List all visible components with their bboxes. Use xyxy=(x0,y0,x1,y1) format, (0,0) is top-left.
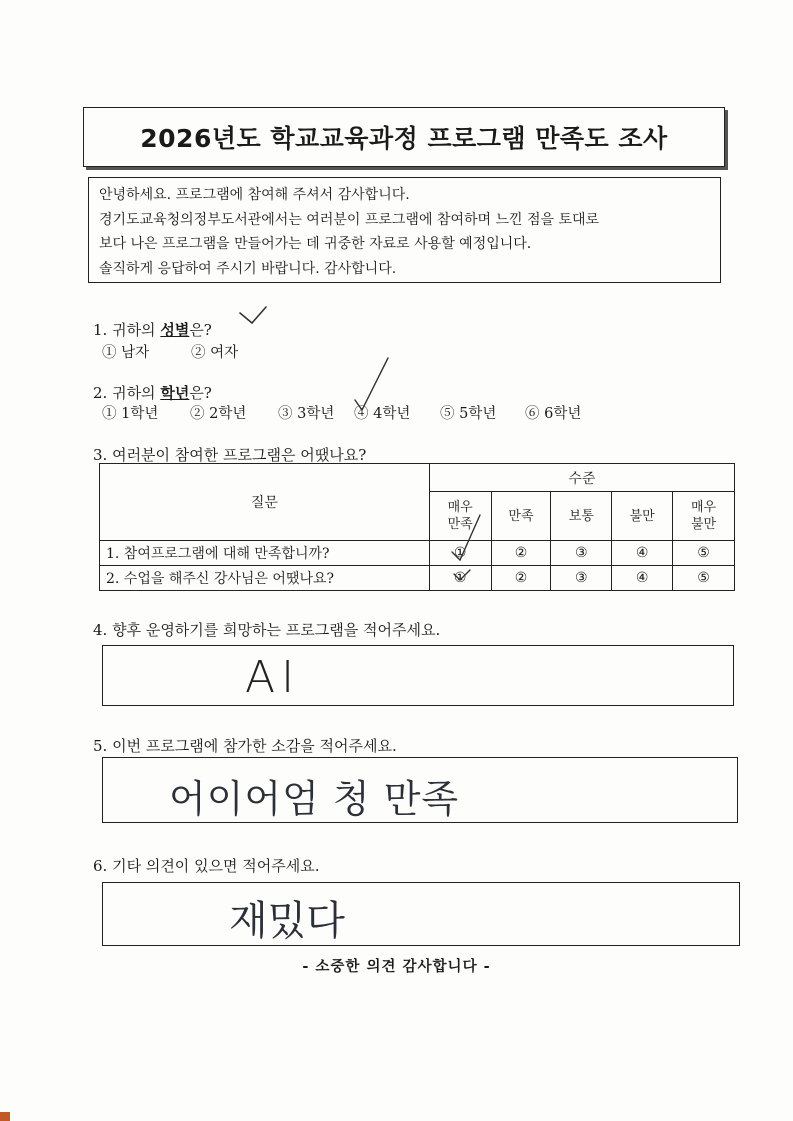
level-label: 보통 xyxy=(568,508,594,524)
grade-option-5[interactable]: ⑤ 5학년 xyxy=(440,406,497,422)
level-label: 매우 xyxy=(690,500,717,515)
question-4-label: 4. 향후 운영하기를 희망하는 프로그램을 적어주세요. xyxy=(93,621,441,639)
gender-option-female[interactable]: ② 여자 xyxy=(191,345,239,361)
header-level: 수준 xyxy=(429,464,734,492)
footer-thanks: - 소중한 의견 감사합니다 - xyxy=(302,959,491,975)
answer-6-text: 재밌다 xyxy=(229,898,345,944)
question-1-suffix: 은? xyxy=(189,321,212,339)
intro-line: 보다 나은 프로그램을 만들어가는 데 귀중한 자료로 사용할 예정입니다. xyxy=(99,236,532,252)
level-label: 불만 xyxy=(629,508,655,524)
rating-cell[interactable]: ① xyxy=(429,541,491,566)
rating-cell[interactable]: ② xyxy=(491,541,551,566)
rating-cell[interactable]: ⑤ xyxy=(673,541,735,566)
grade-option-1[interactable]: ① 1학년 xyxy=(102,406,159,422)
rating-cell[interactable]: ⑤ xyxy=(673,566,735,591)
level-label: 만족 xyxy=(508,508,534,524)
grade-option-4[interactable]: ④ 4학년 xyxy=(354,406,411,422)
level-very-dissatisfied xyxy=(673,492,735,541)
question-3-label: 3. 여러분이 참여한 프로그램은 어땠나요? xyxy=(93,446,367,464)
answer-5-text: 어이어엄 청 만족 xyxy=(169,777,460,821)
answer-box-5[interactable] xyxy=(102,757,738,823)
gender-option-male[interactable]: ① 남자 xyxy=(102,345,150,361)
answer-4-text: AI xyxy=(245,652,301,703)
question-2-suffix: 은? xyxy=(189,384,212,402)
question-2-keyword: 학년 xyxy=(160,384,190,402)
intro-box xyxy=(88,177,721,283)
rating-cell[interactable]: ② xyxy=(491,566,551,591)
checkmark-gender xyxy=(240,307,266,323)
survey-title: 2026년도 학교교육과정 프로그램 만족도 조사 xyxy=(83,107,725,167)
level-neutral xyxy=(551,492,612,541)
page-edge-mark xyxy=(0,1112,10,1121)
intro-line: 경기도교육청의정부도서관에서는 여러분이 프로그램에 참여하며 느낀 점을 토대로 xyxy=(99,211,600,228)
question-1-keyword: 성별 xyxy=(160,321,190,339)
rating-cell[interactable]: ④ xyxy=(612,541,673,566)
row-question: 2. 수업을 해주신 강사님은 어땠나요? xyxy=(100,566,430,591)
answer-box-4[interactable] xyxy=(102,645,734,706)
question-1-label xyxy=(93,319,212,340)
rating-cell[interactable]: ④ xyxy=(612,566,673,591)
level-label: 만족 xyxy=(447,517,473,532)
rating-cell[interactable]: ③ xyxy=(551,566,612,591)
grade-option-2[interactable]: ② 2학년 xyxy=(190,406,247,422)
question-6-label: 6. 기타 의견이 있으면 적어주세요. xyxy=(93,857,320,875)
intro-line: 안녕하세요. 프로그램에 참여해 주셔서 감사합니다. xyxy=(99,187,410,203)
row-question: 1. 참여프로그램에 대해 만족합니까? xyxy=(100,541,430,566)
satisfaction-table xyxy=(99,463,735,591)
question-2-prefix: 2. 귀하의 xyxy=(93,384,161,402)
intro-line: 솔직하게 응답하여 주시기 바랍니다. 감사합니다. xyxy=(99,260,397,277)
table-row xyxy=(100,566,735,591)
level-satisfied xyxy=(491,492,551,541)
grade-option-3[interactable]: ③ 3학년 xyxy=(278,406,335,422)
rating-cell[interactable]: ① xyxy=(429,566,491,591)
question-1-prefix: 1. 귀하의 xyxy=(93,321,161,339)
answer-box-6[interactable] xyxy=(102,882,740,946)
grade-option-6[interactable]: ⑥ 6학년 xyxy=(525,406,582,422)
level-label: 매우 xyxy=(447,500,473,515)
level-dissatisfied xyxy=(612,492,673,541)
rating-cell[interactable]: ③ xyxy=(551,541,612,566)
level-very-satisfied xyxy=(429,492,491,541)
question-5-label: 5. 이번 프로그램에 참가한 소감을 적어주세요. xyxy=(93,737,397,755)
level-label: 불만 xyxy=(690,517,717,532)
question-2-label xyxy=(93,382,212,403)
header-question: 질문 xyxy=(100,464,430,541)
table-row xyxy=(100,541,735,566)
